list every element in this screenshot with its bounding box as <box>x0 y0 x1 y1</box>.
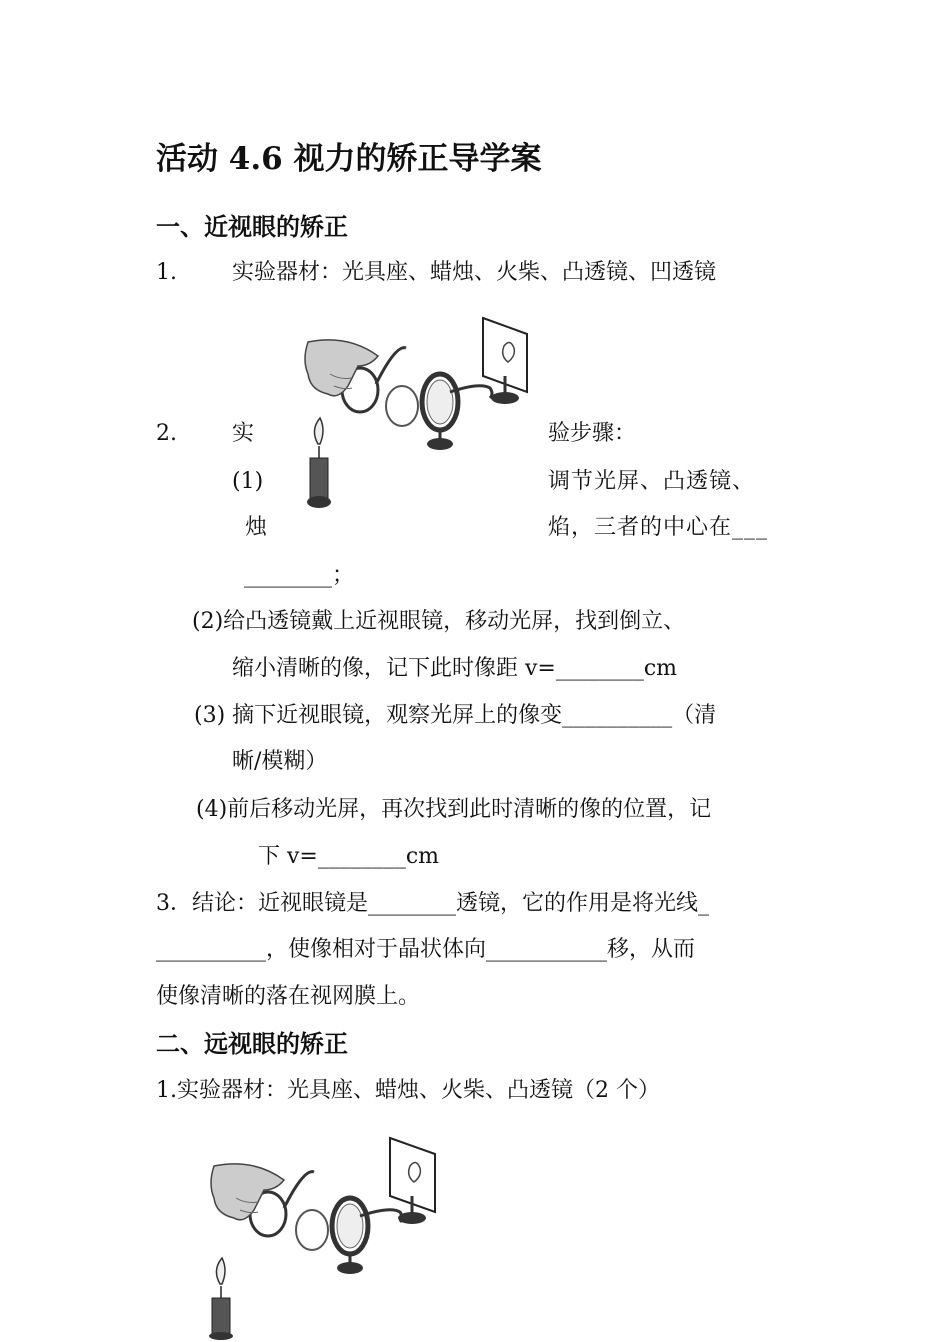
step-2-text-b: 缩小清晰的像，记下此时像距 v=________cm <box>232 656 678 681</box>
conclusion-line-3: 使像清晰的落在视网膜上。 <box>156 984 421 1009</box>
step-1-text-d: ________； <box>244 563 355 588</box>
section-2-materials: 1.实验器材：光具座、蜡烛、火柴、凸透镜（2 个） <box>156 1078 660 1103</box>
step-4-text-a: (4)前后移动光屏，再次找到此时清晰的像的位置，记 <box>196 797 712 822</box>
step-1-text-b: 烛 <box>245 515 268 540</box>
section-heading-hyperopia: 二、远视眼的矫正 <box>156 1029 348 1058</box>
item-1-number: 1. <box>156 260 177 285</box>
experiment-figure-hyperopia <box>200 1132 445 1340</box>
page-title: 活动 4.6 视力的矫正导学案 <box>156 141 542 177</box>
step-2-text-a: (2)给凸透镜戴上近视眼镜，移动光屏，找到倒立、 <box>192 609 686 634</box>
conclusion-line-1: 3．结论：近视眼镜是________透镜，它的作用是将光线_ <box>156 891 709 916</box>
step-1-text-c: 焰，三者的中心在___ <box>548 515 769 540</box>
item-2-label-part1: 实 <box>232 421 255 446</box>
step-1-number: (1) <box>232 469 264 494</box>
experiment-figure-myopia <box>290 312 540 517</box>
section-heading-myopia: 一、近视眼的矫正 <box>156 212 348 241</box>
step-3-text-b: 晰/模糊） <box>232 749 328 774</box>
item-2-number: 2. <box>156 421 177 446</box>
step-3-text-a: (3) 摘下近视眼镜，观察光屏上的像变__________（清 <box>194 703 717 728</box>
conclusion-line-2: __________，使像相对于晶状体向___________移，从而 <box>156 937 696 962</box>
step-4-text-b: 下 v=________cm <box>258 844 440 869</box>
item-1-materials: 实验器材：光具座、蜡烛、火柴、凸透镜、凹透镜 <box>232 260 717 285</box>
item-2-label-part2: 验步骤： <box>548 421 637 446</box>
step-1-text-a: 调节光屏、凸透镜、 <box>548 469 756 494</box>
